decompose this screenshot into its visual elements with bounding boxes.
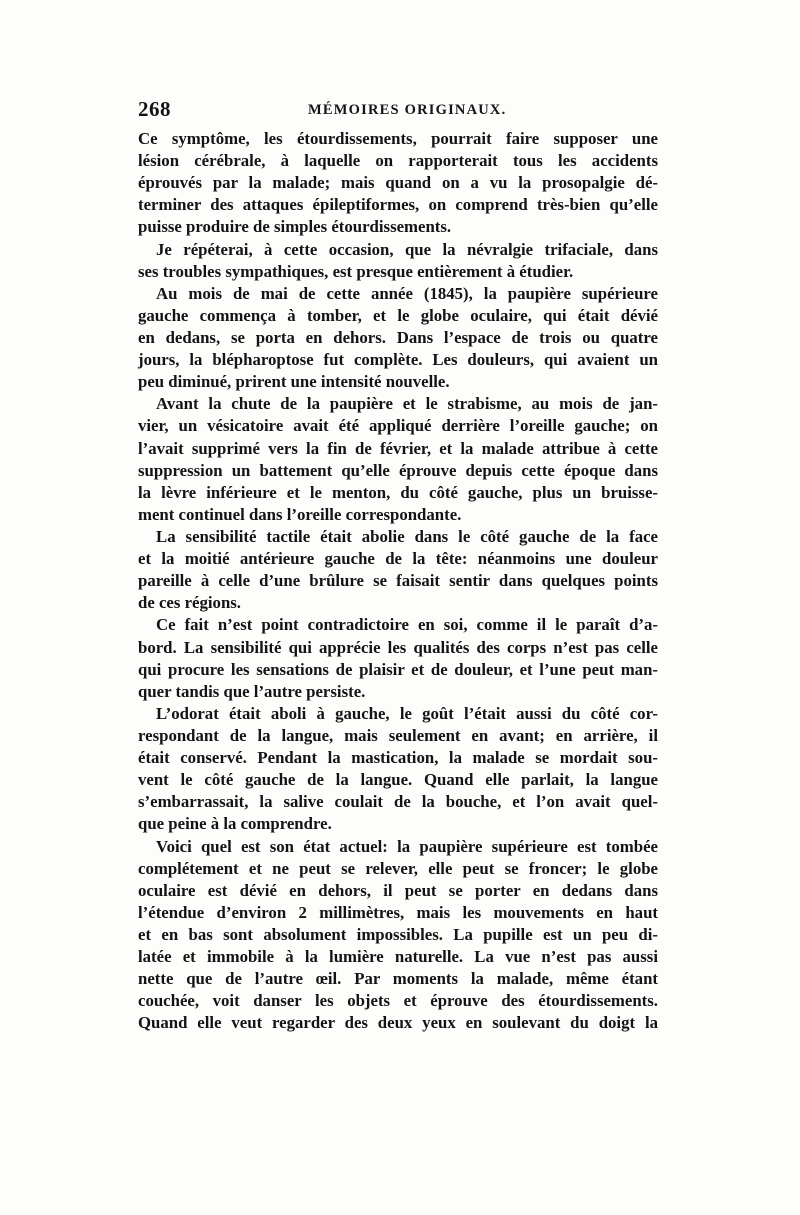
text-line: pareille à celle d’une brûlure se faisait sentir dans quelques points — [138, 571, 658, 591]
text-line: nette que de l’autre œil. Par moments la malade, même étant — [138, 969, 658, 989]
text-line: suppression un battement qu’elle éprouve depuis cette époque dans — [138, 460, 658, 480]
text-line: lésion cérébrale, à laquelle on rapporterait tous les accidents — [138, 151, 658, 171]
text-line: puisse produire de simples étourdissements. — [138, 217, 452, 237]
page-number: 268 — [138, 97, 171, 121]
running-title: MÉMOIRES ORIGINAUX. — [308, 102, 507, 118]
text-line: L’odorat était aboli à gauche, le goût l’était aussi du côté cor- — [156, 703, 658, 723]
text-line: que peine à la comprendre. — [138, 814, 332, 834]
text-line: qui procure les sensations de plaisir et de douleur, et l’une peut man- — [138, 659, 658, 679]
text-line: gauche commença à tomber, et le globe oculaire, qui était dévié — [138, 305, 658, 325]
text-line: la lèvre inférieure et le menton, du côté gauche, plus un bruisse- — [138, 482, 658, 502]
text-line: en dedans, se porta en dehors. Dans l’espace de trois ou quatre — [138, 327, 658, 347]
text-line: et la moitié antérieure gauche de la tête: néanmoins une douleur — [138, 549, 658, 569]
text-line: et en bas sont absolument impossibles. La pupille est un peu di- — [138, 924, 658, 944]
text-line: bord. La sensibilité qui apprécie les qualités des corps n’est pas celle — [138, 637, 658, 657]
text-line: Au mois de mai de cette année (1845), la paupière supérieure — [156, 283, 658, 303]
page-header — [138, 97, 658, 123]
text-line: l’étendue d’environ 2 millimètres, mais les mouvements en haut — [138, 902, 658, 922]
text-line: respondant de la langue, mais seulement en avant; en arrière, il — [138, 725, 658, 745]
text-line: Je répéterai, à cette occasion, que la névralgie trifaciale, dans — [156, 239, 658, 259]
text-line: terminer des attaques épileptiformes, on comprend très-bien qu’elle — [138, 195, 658, 215]
text-line: complétement et ne peut se relever, elle peut se froncer; le globe — [138, 858, 658, 878]
text-line: couchée, voit danser les objets et éprouve des étourdissements. — [138, 991, 658, 1011]
text-line: de ces régions. — [138, 593, 241, 613]
text-line: peu diminué, prirent une intensité nouvelle. — [138, 372, 450, 392]
text-line: ment continuel dans l’oreille correspondante. — [138, 504, 462, 524]
text-line: ses troubles sympathiques, est presque entièrement à étudier. — [138, 261, 574, 281]
text-line: latée et immobile à la lumière naturelle. La vue n’est pas aussi — [138, 947, 658, 967]
text-line: Quand elle veut regarder des deux yeux en soulevant du doigt la — [138, 1013, 658, 1033]
text-line: oculaire est dévié en dehors, il peut se porter en dedans dans — [138, 880, 658, 900]
text-line: Ce fait n’est point contradictoire en soi, comme il le paraît d’a- — [156, 615, 658, 635]
text-line: quer tandis que l’autre persiste. — [138, 681, 366, 701]
text-line: Avant la chute de la paupière et le strabisme, au mois de jan- — [156, 394, 658, 414]
text-line: La sensibilité tactile était abolie dans le côté gauche de la face — [156, 526, 658, 546]
text-line: Ce symptôme, les étourdissements, pourrait faire supposer une — [138, 129, 658, 148]
text-line: était conservé. Pendant la mastication, la malade se mordait sou- — [138, 748, 658, 768]
text-line: vier, un vésicatoire avait été appliqué derrière l’oreille gauche; on — [138, 416, 658, 436]
text-line: l’avait supprimé vers la fin de février, et la malade attribue à cette — [138, 438, 658, 458]
text-line: s’embarrassait, la salive coulait de la bouche, et l’on avait quel- — [138, 792, 658, 812]
text-line: éprouvés par la malade; mais quand on a vu la prosopalgie dé- — [138, 173, 658, 193]
text-line: Voici quel est son état actuel: la paupière supérieure est tombée — [156, 836, 658, 856]
text-line: vent le côté gauche de la langue. Quand elle parlait, la langue — [138, 770, 658, 790]
body-text — [138, 128, 658, 1034]
text-line: jours, la blépharoptose fut complète. Les douleurs, qui avaient un — [138, 350, 658, 370]
